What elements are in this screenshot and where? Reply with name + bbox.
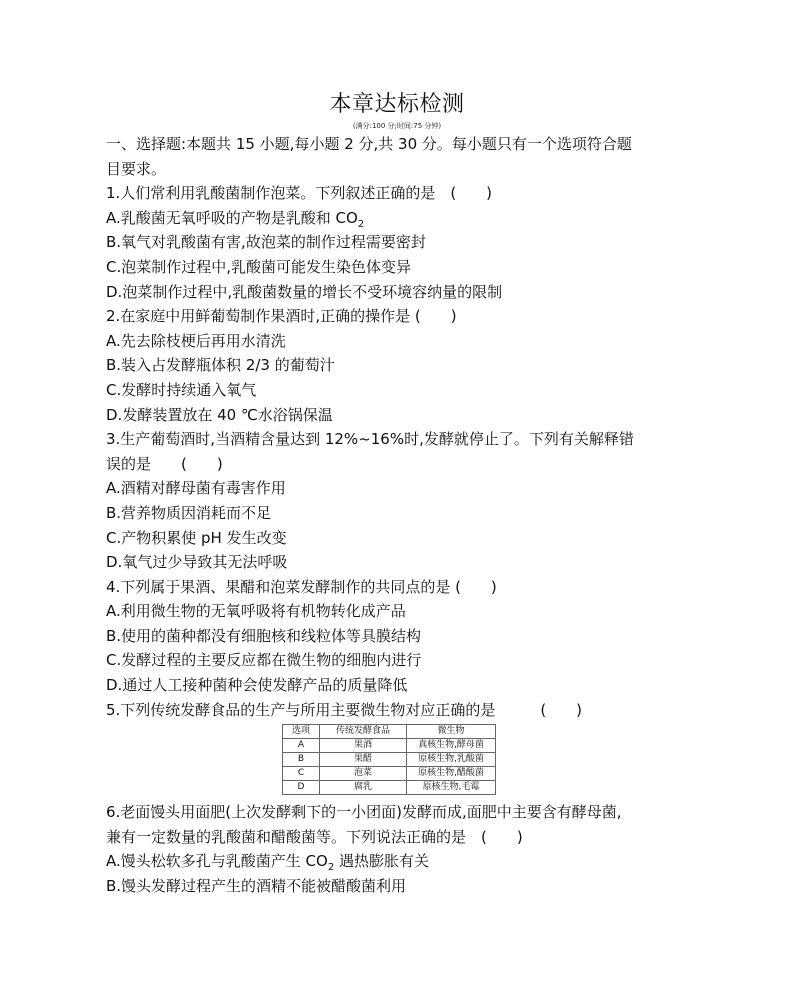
table-row — [283, 767, 496, 781]
question-1 — [106, 181, 696, 304]
question-stem-line1: 3.生产葡萄酒时,当酒精含量达到 12%~16%时,发酵就停止了。下列有关解释错 — [106, 430, 634, 449]
table-row — [283, 753, 496, 767]
option-d: D.通过人工接种菌种会使发酵产品的质量降低 — [106, 676, 408, 695]
table-cell: 泡菜 — [320, 767, 407, 781]
option-d: D.泡菜制作过程中,乳酸菌数量的增长不受环境容纳量的限制 — [106, 282, 503, 301]
table-header-cell: 微生物 — [407, 725, 496, 739]
option-a — [106, 849, 696, 874]
option-a-text: A.乳酸菌无氧呼吸的产物是乳酸和 CO — [106, 208, 358, 227]
options-table — [282, 724, 496, 795]
table-cell: D — [283, 781, 320, 795]
option-b: B.馒头发酵过程产生的酒精不能被醋酸菌利用 — [106, 877, 407, 896]
table-header-cell: 传统发酵食品 — [320, 725, 407, 739]
option-d: D.发酵装置放在 40 ℃水浴锅保温 — [106, 405, 333, 424]
table-cell: C — [283, 767, 320, 781]
table-cell: 果酒 — [320, 739, 407, 753]
option-a: A.先去除枝梗后再用水清洗 — [106, 331, 286, 350]
table-header-row — [283, 725, 496, 739]
table-cell: 果醋 — [320, 753, 407, 767]
section-heading-line1: 一、选择题:本题共 15 小题,每小题 2 分,共 30 分。每小题只有一个选项符合题 — [106, 135, 632, 153]
option-a — [106, 206, 696, 231]
subscript: 2 — [327, 862, 335, 874]
option-b: B.氧气对乳酸菌有害,故泡菜的制作过程需要密封 — [106, 233, 426, 252]
table-cell: A — [283, 739, 320, 753]
option-c: C.发酵时持续通入氧气 — [106, 380, 257, 399]
table-cell: B — [283, 753, 320, 767]
page-subtitle: (满分:100 分;时间:75 分钟) — [352, 122, 442, 130]
option-c: C.发酵过程的主要反应都在微生物的细胞内进行 — [106, 651, 422, 670]
question-stem-line2: 兼有一定数量的乳酸菌和醋酸菌等。下列说法正确的是 ( ) — [106, 827, 523, 846]
table-header-cell: 选项 — [283, 725, 320, 739]
question-stem: 5.下列传统发酵食品的生产与所用主要微生物对应正确的是 ( ) — [106, 700, 583, 719]
options-table-wrap — [106, 722, 696, 800]
question-6 — [106, 800, 696, 898]
table-cell: 原核生物,毛霉 — [407, 781, 496, 795]
table-cell: 真核生物,酵母菌 — [407, 739, 496, 753]
question-stem: 4.下列属于果酒、果醋和泡菜发酵制作的共同点的是 ( ) — [106, 577, 497, 596]
question-2 — [106, 304, 696, 427]
option-a: A.利用微生物的无氧呼吸将有机物转化成产品 — [106, 602, 406, 621]
option-d: D.氧气过少导致其无法呼吸 — [106, 553, 288, 572]
table-row — [283, 739, 496, 753]
page-title: 本章达标检测 — [329, 92, 465, 117]
question-stem-line1: 6.老面馒头用面肥(上次发酵剩下的一小团面)发酵而成,面肥中主要含有酵母菌, — [106, 803, 622, 822]
section-heading-line2: 目要求。 — [106, 159, 167, 178]
question-4 — [106, 575, 696, 698]
table-row — [283, 781, 496, 795]
option-c: C.产物积累使 pH 发生改变 — [106, 528, 287, 547]
table-cell: 腐乳 — [320, 781, 407, 795]
question-stem-line2: 误的是 ( ) — [106, 454, 223, 473]
subscript: 2 — [357, 218, 365, 230]
question-stem: 1.人们常利用乳酸菌制作泡菜。下列叙述正确的是 ( ) — [106, 184, 493, 203]
option-b: B.装入占发酵瓶体积 2/3 的葡萄汁 — [106, 356, 335, 375]
question-3 — [106, 427, 696, 575]
table-cell: 原核生物,乳酸菌 — [407, 753, 496, 767]
option-a: A.酒精对酵母菌有毒害作用 — [106, 479, 286, 498]
exam-content — [106, 132, 696, 899]
option-b: B.使用的菌种都没有细胞核和线粒体等具膜结构 — [106, 626, 422, 645]
option-a-text: A.馒头松软多孔与乳酸菌产生 CO — [106, 852, 328, 871]
question-5 — [106, 698, 696, 801]
option-b: B.营养物质因消耗而不足 — [106, 503, 272, 522]
table-cell: 原核生物,醋酸菌 — [407, 767, 496, 781]
question-stem: 2.在家庭中用鲜葡萄制作果酒时,正确的操作是 ( ) — [106, 307, 457, 326]
option-a-text-end: 遇热膨胀有关 — [334, 852, 429, 871]
option-c: C.泡菜制作过程中,乳酸菌可能发生染色体变异 — [106, 257, 412, 276]
